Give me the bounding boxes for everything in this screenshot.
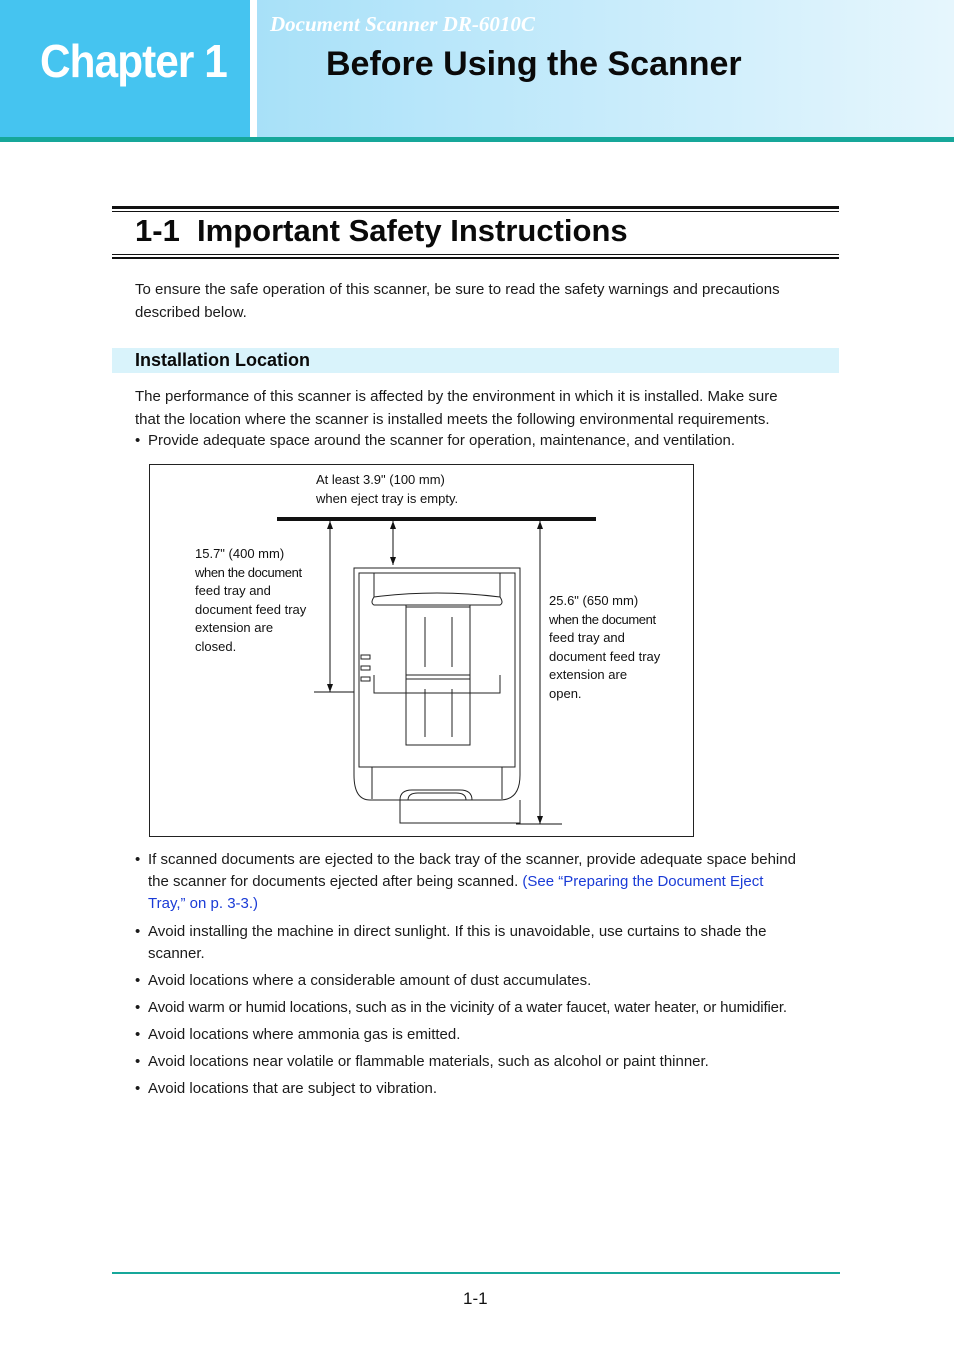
cross-reference-link[interactable]: (See “Preparing the Document Eject	[522, 873, 764, 890]
list-item-text: Avoid locations where ammonia gas is emitted.	[148, 1026, 461, 1043]
header-rule	[0, 137, 954, 142]
note-line: document feed tray	[549, 648, 661, 664]
footer-rule	[112, 1272, 840, 1274]
note-line: 25.6" (650 mm)	[549, 593, 639, 608]
list-item-text: Provide adequate space around the scanner for operation, maintenance, and ventilation.	[148, 432, 736, 449]
note-line: document feed tray	[195, 601, 307, 617]
cross-reference-link[interactable]: Tray,” on p. 3-3.)	[148, 895, 259, 912]
note-line: 15.7" (400 mm)	[195, 546, 285, 561]
scanner-top-view	[354, 568, 520, 823]
intro-line: To ensure the safe operation of this scanner, be sure to read the safety warnings and precautions	[135, 281, 780, 298]
section-rule-bottom-thin	[112, 254, 839, 255]
list-item-text: Avoid warm or humid locations, such as in the vicinity of a water faucet, water heater, or humidifier.	[148, 999, 787, 1016]
right-clearance-note	[549, 592, 684, 703]
note-line: when eject tray is empty.	[316, 490, 459, 506]
bullet-dot: •	[135, 1080, 141, 1097]
list-item-text	[148, 849, 843, 915]
bullet-dot: •	[135, 1053, 141, 1070]
paragraph-line: The performance of this scanner is affected by the environment in which it is installed. Make sure	[135, 388, 778, 405]
note-line: when the document	[195, 564, 302, 580]
chapter-title: Before Using the Scanner	[326, 45, 742, 83]
section-rule-top	[112, 206, 839, 209]
installation-heading: Installation Location	[135, 350, 311, 370]
list-item-text: Avoid locations near volatile or flammable materials, such as alcohol or paint thinner.	[148, 1053, 709, 1070]
bullet-dot: •	[135, 999, 141, 1016]
text-line: If scanned documents are ejected to the back tray of the scanner, provide adequate space behind	[148, 851, 796, 868]
section-intro	[135, 278, 835, 324]
note-line: extension are	[195, 620, 274, 635]
section-rule-bottom	[112, 257, 839, 259]
bullet-dot: •	[135, 851, 141, 868]
text-line	[148, 871, 843, 893]
arrow-head	[327, 521, 333, 529]
text-line	[148, 893, 843, 915]
document-name: Document Scanner DR-6010C	[270, 12, 535, 36]
page-number: 1-1	[463, 1289, 488, 1308]
note-line: At least 3.9" (100 mm)	[316, 472, 445, 487]
note-line: feed tray and	[549, 630, 625, 645]
text-run: the scanner for documents ejected after being scanned.	[148, 873, 523, 890]
intro-line: described below.	[135, 304, 247, 321]
list-item-text: Avoid locations where a considerable amount of dust accumulates.	[148, 972, 592, 989]
list-item-text: Avoid locations that are subject to vibration.	[148, 1080, 438, 1097]
note-line: when the document	[549, 611, 656, 627]
section-rule-top-thin	[112, 211, 839, 212]
arrow-head	[327, 684, 333, 692]
bullet-dot: •	[135, 1026, 141, 1043]
list-item-text	[148, 921, 843, 965]
installation-paragraph	[135, 385, 835, 431]
paragraph-line: that the location where the scanner is installed meets the following environmental requirements.	[135, 411, 770, 428]
section-title: 1-1 Important Safety Instructions	[135, 213, 628, 248]
note-line: extension are	[549, 667, 628, 682]
note-line: open.	[549, 685, 582, 701]
arrow-head	[390, 521, 396, 529]
arrow-head	[537, 521, 543, 529]
header-divider	[250, 0, 257, 137]
arrow-head	[390, 557, 396, 565]
top-clearance-note	[316, 471, 536, 508]
chapter-header	[0, 0, 954, 137]
text-line: Avoid installing the machine in direct sunlight. If this is unavoidable, use curtains to shade the	[148, 923, 767, 940]
bullet-dot: •	[135, 923, 141, 940]
arrow-head	[537, 816, 543, 824]
chapter-label: Chapter 1	[40, 35, 227, 87]
left-clearance-note	[195, 545, 325, 656]
clearance-diagram	[149, 464, 694, 837]
note-line: feed tray and	[195, 583, 271, 598]
bullet-dot: •	[135, 972, 141, 989]
bullet-dot: •	[135, 432, 141, 449]
note-line: closed.	[195, 638, 237, 654]
text-line: scanner.	[148, 945, 205, 962]
